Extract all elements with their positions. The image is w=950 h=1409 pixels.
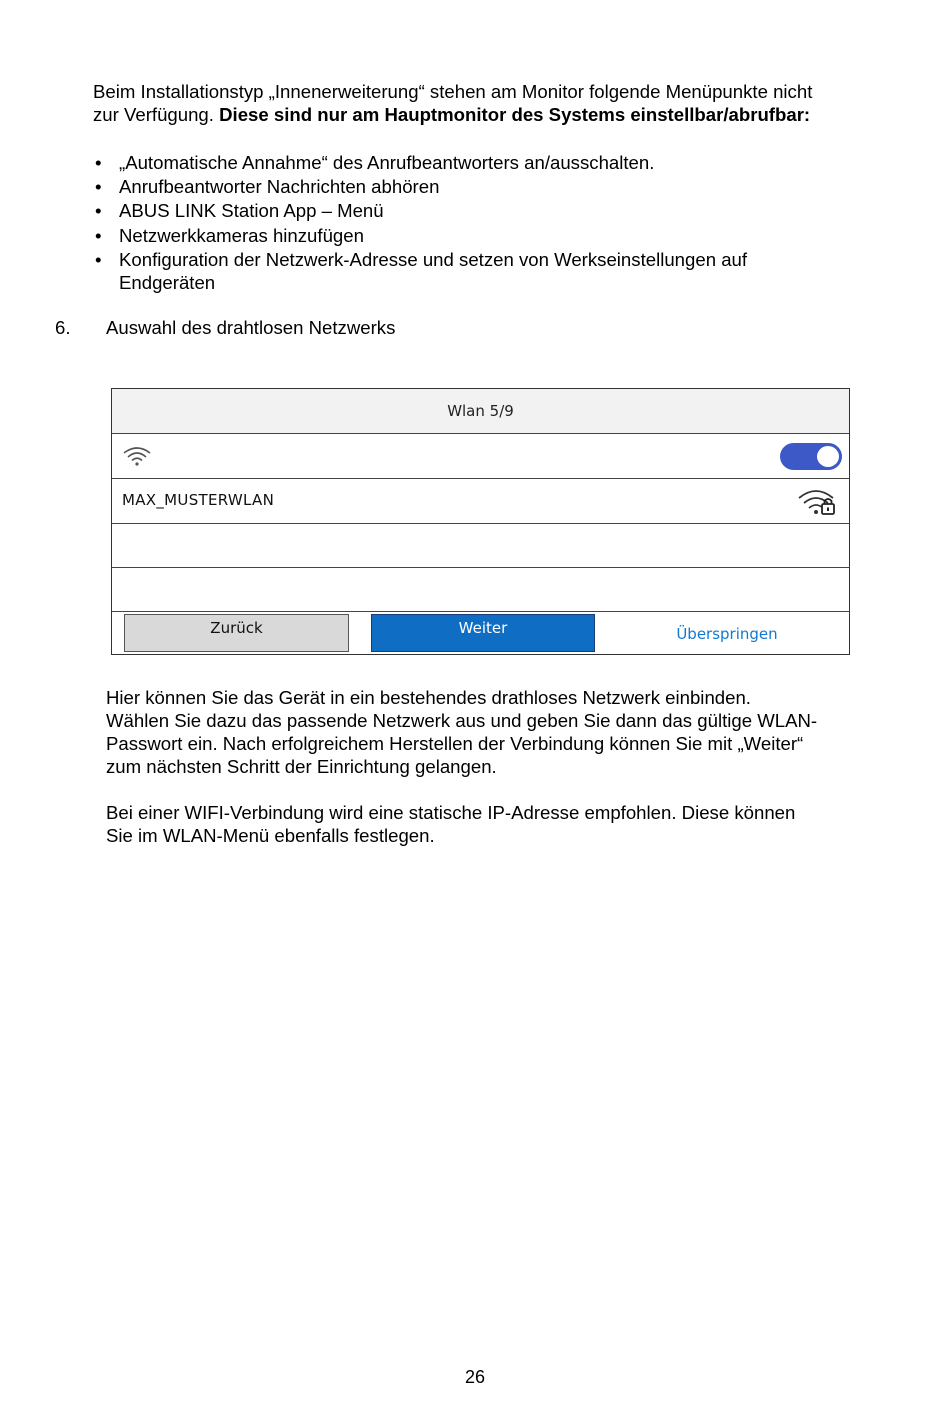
list-item: • „Automatische Annahme“ des Anrufbeantworters an/ausschalten. bbox=[93, 151, 747, 175]
secured-wifi-icon bbox=[797, 488, 837, 520]
intro-line-2 bbox=[93, 103, 810, 126]
intro-line-2-normal: zur Verfügung. bbox=[93, 104, 220, 125]
empty-list-row bbox=[112, 524, 849, 568]
screen-title: Wlan 5/9 bbox=[447, 402, 514, 420]
back-button[interactable]: Zurück bbox=[124, 614, 349, 652]
empty-list-row bbox=[112, 568, 849, 612]
section-number: 6. bbox=[55, 317, 71, 338]
intro-line-2-bold: Diese sind nur am Hauptmonitor des Systems einstellbar/abrufbar: bbox=[219, 104, 811, 125]
description-line-4: zum nächsten Schritt der Einrichtung gelangen. bbox=[106, 756, 497, 777]
wifi-toggle-row bbox=[112, 434, 849, 479]
list-item: • ABUS LINK Station App – Menü bbox=[93, 199, 747, 223]
wlan-settings-screen bbox=[111, 388, 850, 655]
note-line-2: Sie im WLAN-Menü ebenfalls festlegen. bbox=[106, 825, 435, 846]
intro-line-1: Beim Installationstyp „Innenerweiterung“ stehen am Monitor folgende Menüpunkte nicht bbox=[93, 81, 813, 102]
note-line-1: Bei einer WIFI-Verbindung wird eine statische IP-Adresse empfohlen. Diese können bbox=[106, 802, 796, 823]
wifi-toggle[interactable] bbox=[780, 443, 842, 470]
toggle-knob bbox=[817, 446, 839, 467]
description-line-2: Wählen Sie dazu das passende Netzwerk aus und geben Sie dann das gültige WLAN- bbox=[106, 710, 818, 731]
description-line-1: Hier können Sie das Gerät in ein bestehendes drathloses Netzwerk einbinden. bbox=[106, 687, 751, 708]
unavailable-features-list bbox=[93, 151, 747, 295]
page-number: 26 bbox=[464, 1367, 486, 1387]
bullet-icon: • bbox=[95, 224, 102, 246]
list-item: • Netzwerkkameras hinzufügen bbox=[93, 224, 747, 248]
description-line-3: Passwort ein. Nach erfolgreichem Herstellen der Verbindung können Sie mit „Weiter“ bbox=[106, 733, 804, 754]
skip-link[interactable]: Überspringen bbox=[676, 625, 778, 643]
bullet-icon: • bbox=[95, 176, 102, 198]
list-item: • Anrufbeantworter Nachrichten abhören bbox=[93, 175, 747, 199]
bullet-icon: • bbox=[95, 152, 102, 173]
screen-title-bar bbox=[112, 389, 849, 434]
wifi-icon bbox=[122, 446, 152, 470]
network-list-item[interactable] bbox=[112, 479, 849, 524]
bullet-icon: • bbox=[95, 200, 102, 222]
list-item-continuation: Endgeräten bbox=[119, 272, 216, 294]
list-item: • Konfiguration der Netzwerk-Adresse und setzen von Werkseinstellungen auf bbox=[93, 248, 747, 272]
next-button[interactable]: Weiter bbox=[371, 614, 595, 652]
network-name: MAX_MUSTERWLAN bbox=[122, 491, 275, 509]
bullet-icon: • bbox=[95, 248, 102, 270]
navigation-bar bbox=[112, 612, 849, 656]
section-title: Auswahl des drahtlosen Netzwerks bbox=[106, 317, 396, 338]
